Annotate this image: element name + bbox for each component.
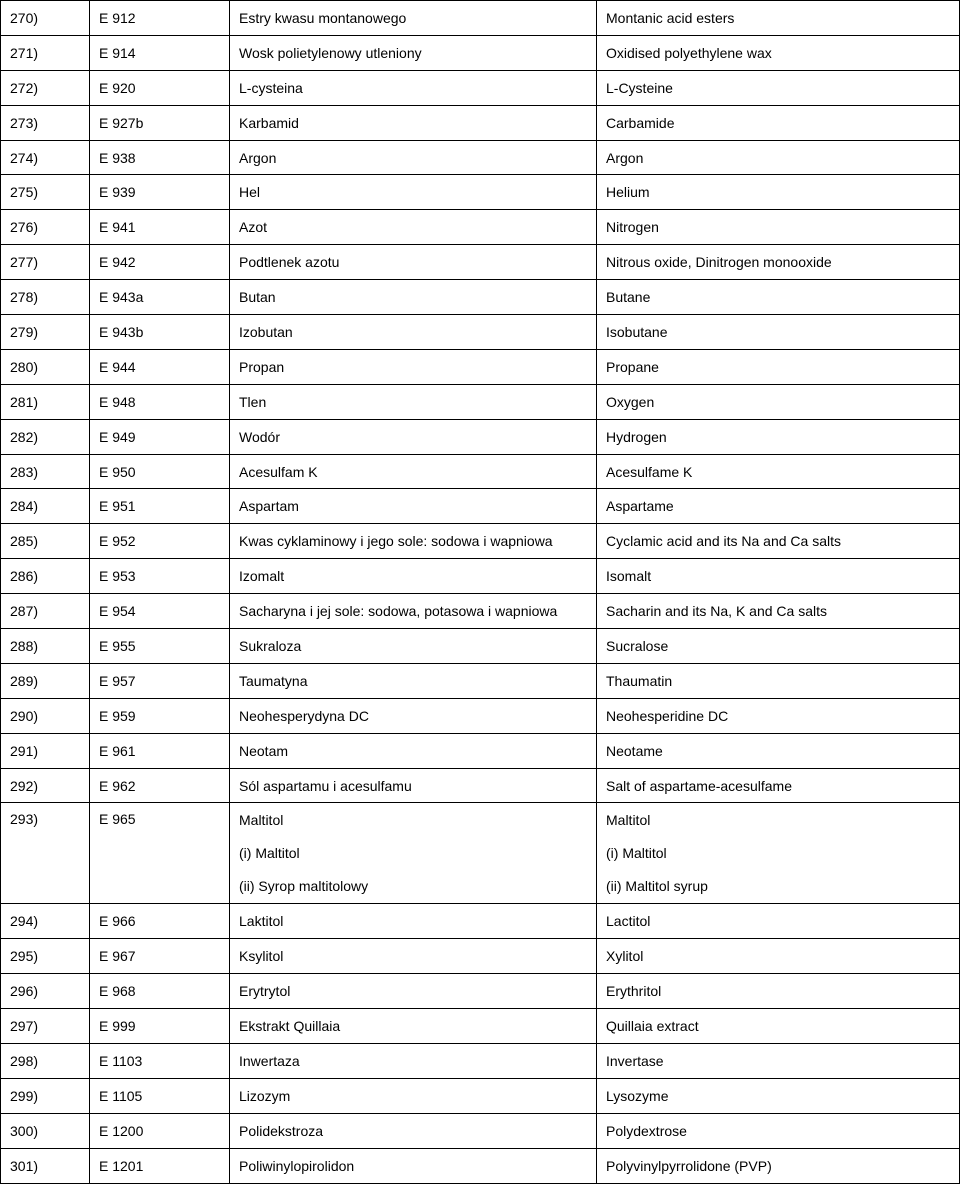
polish-name: Sukraloza <box>230 629 597 664</box>
e-number: E 968 <box>90 974 230 1009</box>
polish-name: Tlen <box>230 384 597 419</box>
row-number: 295) <box>1 939 90 974</box>
polish-name: Argon <box>230 140 597 175</box>
name-line: (i) Maltitol <box>239 844 300 861</box>
row-number: 287) <box>1 594 90 629</box>
table-row <box>1 768 960 803</box>
row-number: 284) <box>1 489 90 524</box>
row-number: 291) <box>1 733 90 768</box>
table-row <box>1 663 960 698</box>
english-name: Neohesperidine DC <box>597 698 960 733</box>
e-number: E 950 <box>90 454 230 489</box>
e-number: E 920 <box>90 70 230 105</box>
e-number: E 952 <box>90 524 230 559</box>
english-name: Quillaia extract <box>597 1009 960 1044</box>
english-name: Sucralose <box>597 629 960 664</box>
polish-name: Sacharyna i jej sole: sodowa, potasowa i wapniowa <box>230 594 597 629</box>
e-number: E 942 <box>90 245 230 280</box>
english-name: Xylitol <box>597 939 960 974</box>
row-number: 276) <box>1 210 90 245</box>
row-number: 273) <box>1 105 90 140</box>
table-row <box>1 245 960 280</box>
e-number: E 941 <box>90 210 230 245</box>
table-row <box>1 1009 960 1044</box>
table-row <box>1 70 960 105</box>
english-name <box>597 803 960 904</box>
e-number: E 959 <box>90 698 230 733</box>
english-name: Cyclamic acid and its Na and Ca salts <box>597 524 960 559</box>
english-name: Oxidised polyethylene wax <box>597 35 960 70</box>
e-number: E 939 <box>90 175 230 210</box>
english-name: Thaumatin <box>597 663 960 698</box>
row-number: 301) <box>1 1148 90 1183</box>
polish-name: Hel <box>230 175 597 210</box>
name-line: Maltitol <box>606 811 651 828</box>
english-name: Lysozyme <box>597 1078 960 1113</box>
e-number: E 944 <box>90 349 230 384</box>
polish-name: Inwertaza <box>230 1044 597 1079</box>
english-name: Helium <box>597 175 960 210</box>
e-number: E 1201 <box>90 1148 230 1183</box>
e-number: E 957 <box>90 663 230 698</box>
table-row <box>1 559 960 594</box>
polish-name: Lizozym <box>230 1078 597 1113</box>
table-body <box>1 1 960 1184</box>
table-row <box>1 35 960 70</box>
row-number: 275) <box>1 175 90 210</box>
table-row <box>1 1113 960 1148</box>
polish-name: Propan <box>230 349 597 384</box>
english-name: Oxygen <box>597 384 960 419</box>
row-number: 280) <box>1 349 90 384</box>
e-number: E 962 <box>90 768 230 803</box>
e-number: E 953 <box>90 559 230 594</box>
polish-name: Podtlenek azotu <box>230 245 597 280</box>
e-number: E 1200 <box>90 1113 230 1148</box>
polish-name: Wosk polietylenowy utleniony <box>230 35 597 70</box>
polish-name: Laktitol <box>230 904 597 939</box>
table-row <box>1 974 960 1009</box>
english-name: Isobutane <box>597 315 960 350</box>
english-name: Invertase <box>597 1044 960 1079</box>
e-number: E 1103 <box>90 1044 230 1079</box>
table-row <box>1 280 960 315</box>
e-number: E 938 <box>90 140 230 175</box>
table-row <box>1 384 960 419</box>
polish-name: Polidekstroza <box>230 1113 597 1148</box>
row-number: 296) <box>1 974 90 1009</box>
english-name: Nitrogen <box>597 210 960 245</box>
polish-name: Butan <box>230 280 597 315</box>
e-number: E 1105 <box>90 1078 230 1113</box>
table-row <box>1 1078 960 1113</box>
polish-name: Azot <box>230 210 597 245</box>
row-number: 294) <box>1 904 90 939</box>
english-name: Polyvinylpyrrolidone (PVP) <box>597 1148 960 1183</box>
e-number: E 961 <box>90 733 230 768</box>
english-name: Sacharin and its Na, K and Ca salts <box>597 594 960 629</box>
english-name: Propane <box>597 349 960 384</box>
name-line: Maltitol <box>239 811 284 828</box>
e-number: E 948 <box>90 384 230 419</box>
table-row <box>1 454 960 489</box>
name-line: (ii) Maltitol syrup <box>606 878 708 895</box>
e-number: E 949 <box>90 419 230 454</box>
polish-name: Ekstrakt Quillaia <box>230 1009 597 1044</box>
polish-name: Sól aspartamu i acesulfamu <box>230 768 597 803</box>
e-number: E 912 <box>90 1 230 36</box>
english-name: Lactitol <box>597 904 960 939</box>
english-name: L-Cysteine <box>597 70 960 105</box>
table-row <box>1 904 960 939</box>
row-number: 277) <box>1 245 90 280</box>
table-row <box>1 349 960 384</box>
e-number: E 999 <box>90 1009 230 1044</box>
english-name: Aspartame <box>597 489 960 524</box>
e-number: E 914 <box>90 35 230 70</box>
polish-name: Izomalt <box>230 559 597 594</box>
polish-name: Neohesperydyna DC <box>230 698 597 733</box>
polish-name: Aspartam <box>230 489 597 524</box>
row-number: 289) <box>1 663 90 698</box>
table-row <box>1 939 960 974</box>
e-number: E 965 <box>90 803 230 904</box>
table-row <box>1 175 960 210</box>
english-name: Carbamide <box>597 105 960 140</box>
polish-name: L-cysteina <box>230 70 597 105</box>
english-name: Polydextrose <box>597 1113 960 1148</box>
polish-name: Taumatyna <box>230 663 597 698</box>
english-name: Neotame <box>597 733 960 768</box>
table-row <box>1 105 960 140</box>
row-number: 278) <box>1 280 90 315</box>
e-number: E 966 <box>90 904 230 939</box>
e-number: E 967 <box>90 939 230 974</box>
row-number: 283) <box>1 454 90 489</box>
table-row <box>1 315 960 350</box>
table-row <box>1 140 960 175</box>
e-number: E 943b <box>90 315 230 350</box>
table-row <box>1 803 960 904</box>
english-name: Salt of aspartame-acesulfame <box>597 768 960 803</box>
table-row <box>1 594 960 629</box>
polish-name: Kwas cyklaminowy i jego sole: sodowa i wapniowa <box>230 524 597 559</box>
english-name: Nitrous oxide, Dinitrogen monooxide <box>597 245 960 280</box>
row-number: 272) <box>1 70 90 105</box>
table-row <box>1 524 960 559</box>
polish-name: Poliwinylopirolidon <box>230 1148 597 1183</box>
row-number: 274) <box>1 140 90 175</box>
polish-name: Estry kwasu montanowego <box>230 1 597 36</box>
table-row <box>1 698 960 733</box>
row-number: 293) <box>1 803 90 904</box>
table-row <box>1 1044 960 1079</box>
table-row <box>1 489 960 524</box>
english-name: Erythritol <box>597 974 960 1009</box>
table-row <box>1 210 960 245</box>
row-number: 285) <box>1 524 90 559</box>
name-line: (i) Maltitol <box>606 844 667 861</box>
e-number: E 927b <box>90 105 230 140</box>
row-number: 282) <box>1 419 90 454</box>
english-name: Isomalt <box>597 559 960 594</box>
table-row <box>1 1 960 36</box>
polish-name: Wodór <box>230 419 597 454</box>
row-number: 299) <box>1 1078 90 1113</box>
polish-name: Karbamid <box>230 105 597 140</box>
english-name: Argon <box>597 140 960 175</box>
row-number: 281) <box>1 384 90 419</box>
row-number: 292) <box>1 768 90 803</box>
table-row <box>1 733 960 768</box>
english-name: Butane <box>597 280 960 315</box>
polish-name: Erytrytol <box>230 974 597 1009</box>
row-number: 279) <box>1 315 90 350</box>
e-number: E 951 <box>90 489 230 524</box>
row-number: 286) <box>1 559 90 594</box>
e-number: E 954 <box>90 594 230 629</box>
row-number: 288) <box>1 629 90 664</box>
name-line: (ii) Syrop maltitolowy <box>239 878 369 895</box>
row-number: 270) <box>1 1 90 36</box>
e-number: E 943a <box>90 280 230 315</box>
english-name: Montanic acid esters <box>597 1 960 36</box>
polish-name: Izobutan <box>230 315 597 350</box>
row-number: 300) <box>1 1113 90 1148</box>
polish-name: Acesulfam K <box>230 454 597 489</box>
table-row <box>1 1148 960 1183</box>
row-number: 290) <box>1 698 90 733</box>
english-name: Acesulfame K <box>597 454 960 489</box>
table-row <box>1 629 960 664</box>
english-name: Hydrogen <box>597 419 960 454</box>
row-number: 298) <box>1 1044 90 1079</box>
row-number: 297) <box>1 1009 90 1044</box>
polish-name: Neotam <box>230 733 597 768</box>
row-number: 271) <box>1 35 90 70</box>
polish-name: Ksylitol <box>230 939 597 974</box>
e-number: E 955 <box>90 629 230 664</box>
polish-name <box>230 803 597 904</box>
table-row <box>1 419 960 454</box>
